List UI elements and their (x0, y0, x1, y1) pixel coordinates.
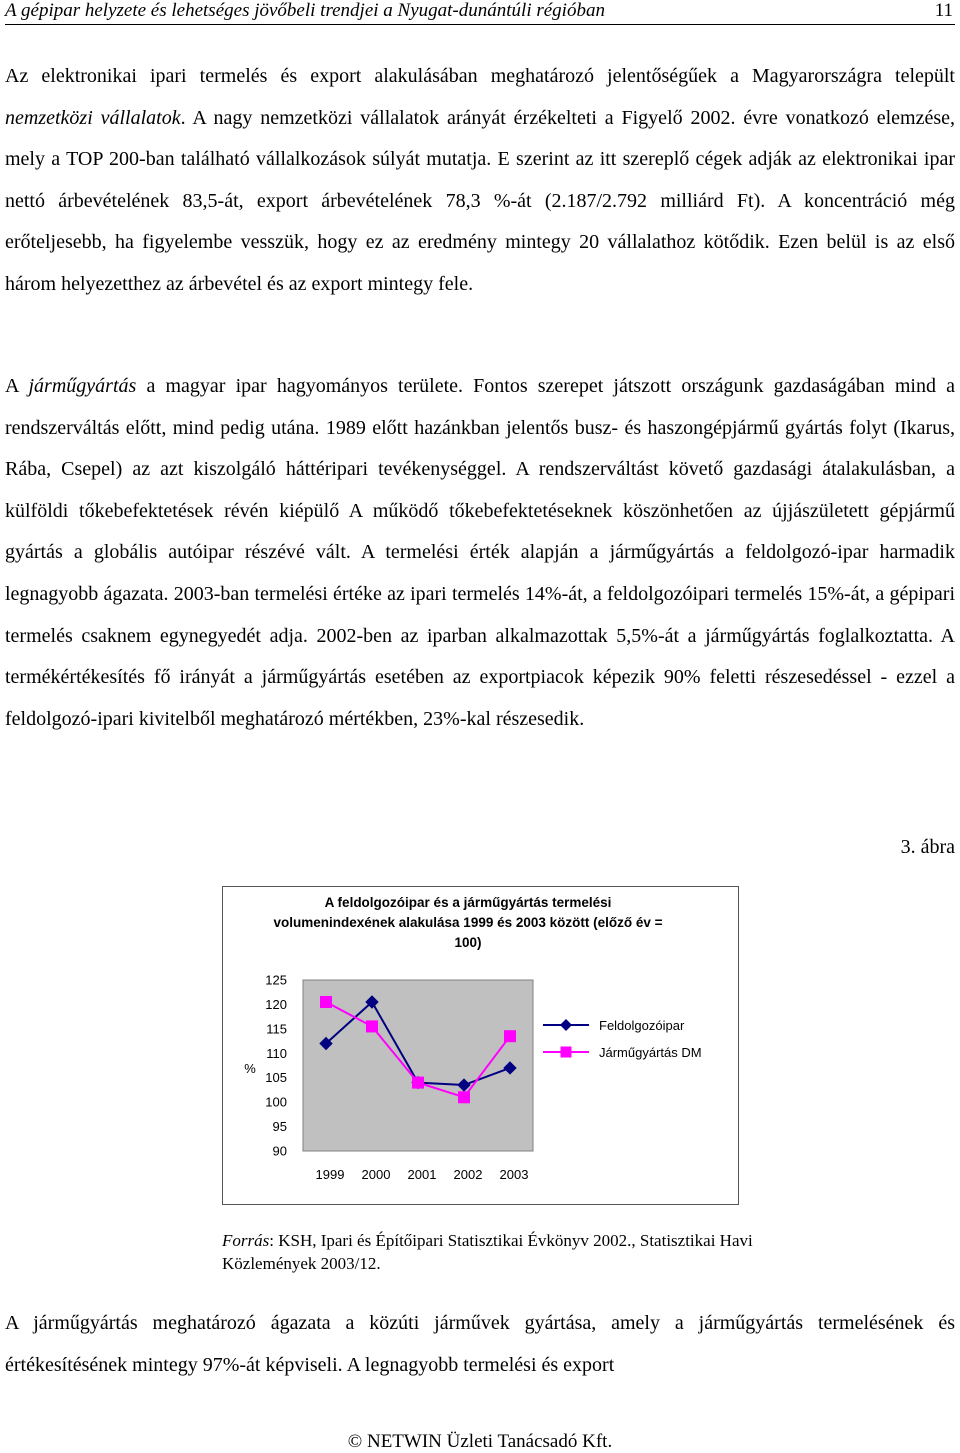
data-point-jarmugyartas (505, 1031, 516, 1042)
legend-label: Feldolgozóipar (599, 1018, 685, 1033)
plot-area (303, 980, 533, 1151)
figure-label: 3. ábra (900, 836, 955, 858)
paragraph-electronics: Az elektronikai ipari termelés és export alakulásában meghatározó jelentőségűek a Magyarországra települt nemzetközi vállalatok. A nagy nemzetközi vállalatok arányát érzékelteti a Figyelő 2002. évre vonatkozó elemzése, mely a TOP 200-ban található vállalkozások súlyát mutatja. E szerint az itt szereplő cégek adják az elektronikai ipar nettó árbevételének 83,5-át, export árbevételének 78,3 %-át (2.187/2.792 milliárd Ft). A koncentráció még erőteljesebb, ha figyelembe vesszük, hogy ez az eredmény mintegy 20 vállalathoz kötődik. Ezen belül is az első három helyezetthez az árbevétel és az export mintegy fele. (5, 65, 956, 295)
page-number: 11 (934, 0, 953, 21)
y-tick-label: 95 (272, 1119, 287, 1135)
data-point-jarmugyartas (321, 996, 332, 1007)
footer-copyright: © NETWIN Üzleti Tanácsadó Kft. (347, 1431, 613, 1452)
paragraph-road-vehicles: A járműgyártás meghatározó ágazata a közúti járművek gyártása, amely a járműgyártás termelésének és értékesítésének mintegy 97%-át képviseli. A legnagyobb termelési és export (5, 1312, 955, 1376)
data-point-jarmugyartas (459, 1092, 470, 1103)
y-tick-label: 110 (266, 1045, 287, 1061)
y-tick-label: 100 (265, 1094, 287, 1110)
running-header-title: A gépipar helyzete és lehetséges jövőbeli trendjei a Nyugat-dunántúli régióban (5, 0, 605, 21)
x-tick-label: 2001 (407, 1167, 437, 1182)
y-tick-label: 115 (266, 1021, 287, 1037)
legend-marker-square (561, 1047, 572, 1058)
running-header (5, 0, 955, 25)
emphasis-vehicle-manufacturing: járműgyártás (28, 375, 137, 397)
source-label: Forrás (222, 1231, 270, 1250)
data-point-jarmugyartas (413, 1077, 424, 1088)
chart-title: A feldolgozóipar és a járműgyártás termelési volumenindexének alakulása 1999 és 2003 között (előző év = 100) (273, 895, 663, 950)
x-tick-label: 2003 (499, 1167, 529, 1182)
legend-label: Járműgyártás DM (599, 1045, 702, 1060)
y-axis-label: % (244, 1061, 256, 1076)
legend-marker-diamond (560, 1019, 572, 1031)
chart-container (222, 886, 739, 1205)
y-tick-label: 125 (265, 972, 287, 988)
source-note (222, 1229, 782, 1275)
x-tick-label: 2000 (361, 1167, 391, 1182)
x-tick-label: 2002 (453, 1167, 483, 1182)
y-tick-label: 105 (265, 1070, 287, 1086)
paragraph-vehicle-manufacturing: A járműgyártás a magyar ipar hagyományos területe. Fontos szerepet játszott országunk gazdaságában mind a rendszerváltás előtt, mind pedig utána. 1989 előtt hazánkban jelentős busz- és haszongépjármű gyártás folyt (Ikarus, Rába, Csepel) az azt kiszolgáló háttéripari tevékenységgel. A rendszerváltást követő gazdasági átalakulásban, a külföldi tőkebefektetések révén kiépülő A működő tőkebefektetéseknek köszönhetően az újjászületett gépjármű gyártás a globális autóipar részévé vált. A termelési érték alapján a járműgyártás a feldolgozó-ipar harmadik legnagyobb ágazata. 2003-ban termelési értéke az ipari termelés 14%-át, a feldolgozóipari termelés 15%-át, a gépipari termelés csaknem egynegyedét adja. 2002-ben az iparban alkalmazottak 5,5%-át a járműgyártás foglalkoztatta. A termékértékesítés fő irányát a járműgyártás esetében az exportpiacok képezik 90% feletti részesedéssel - ezzel a feldolgozó-ipari kivitelből meghatározó mértékben, 23%-kal részesedik. (5, 375, 956, 730)
emphasis-international-companies: nemzetközi vállalatok (5, 106, 181, 129)
data-point-jarmugyartas (367, 1021, 378, 1032)
y-tick-label: 120 (265, 996, 287, 1012)
chart-svg (223, 887, 738, 1204)
x-tick-label: 1999 (315, 1167, 345, 1182)
y-tick-label: 90 (272, 1143, 287, 1159)
source-text: : KSH, Ipari és Építőipari Statisztikai Évkönyv 2002., Statisztikai Havi Közlemények 2003/12. (222, 1231, 753, 1273)
